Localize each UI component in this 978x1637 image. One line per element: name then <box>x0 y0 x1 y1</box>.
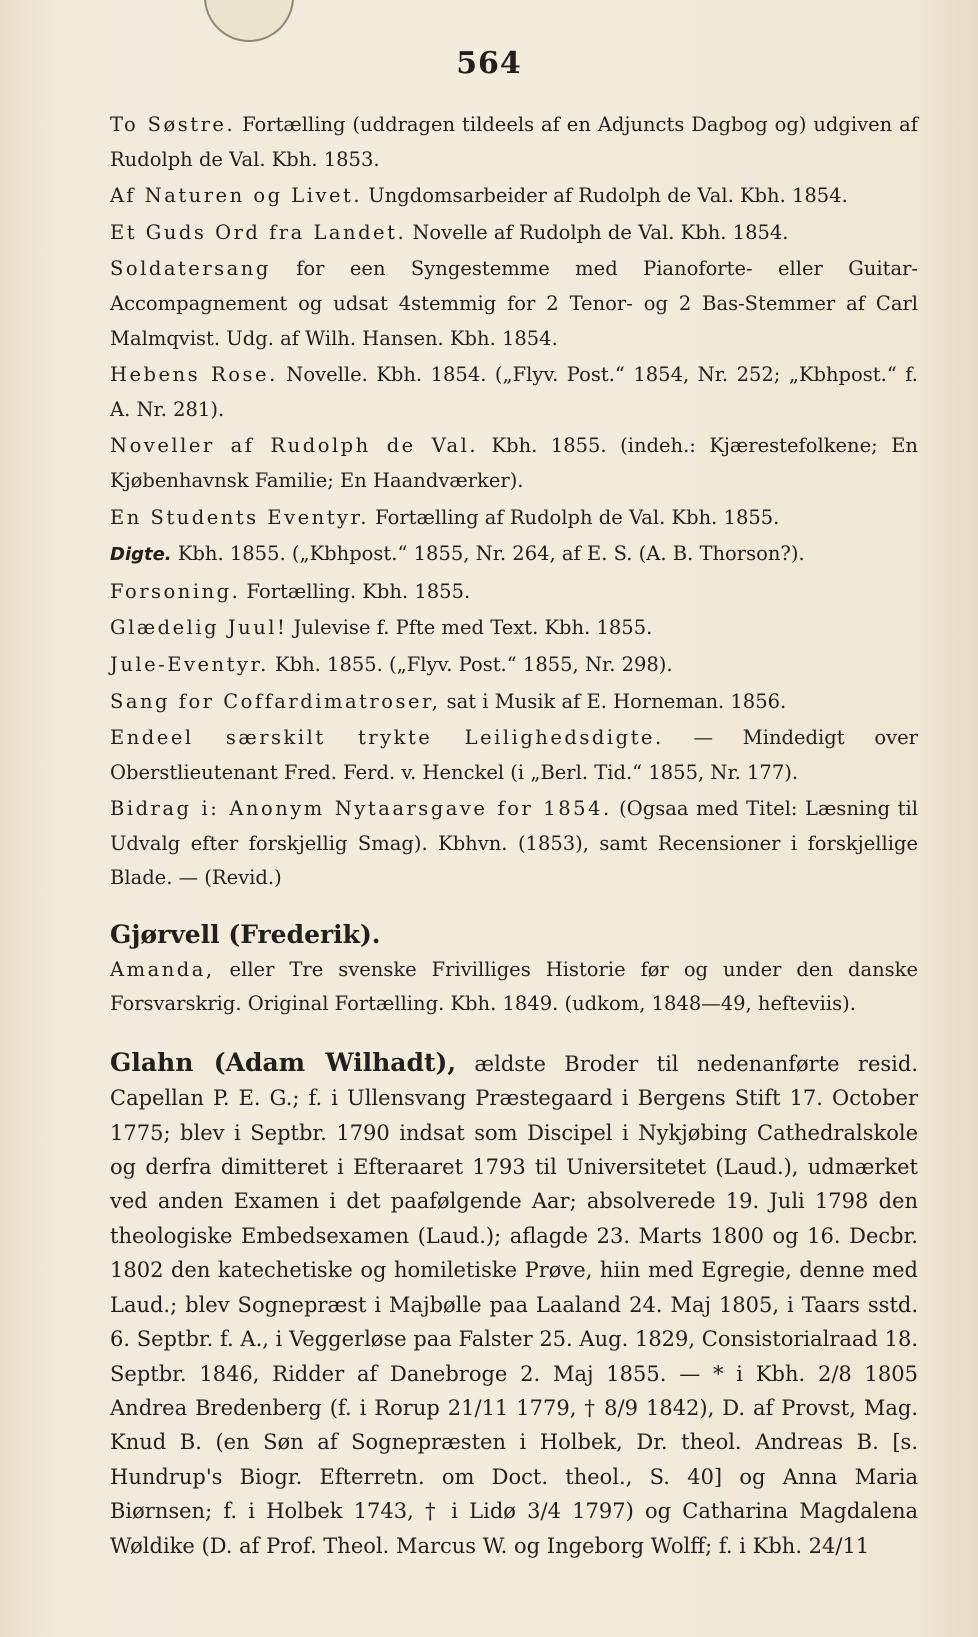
entry-rest: Novelle. Kbh. 1854. („Flyv. Post.“ 1854, Nr. 252; „Kbhpost.“ f. A. Nr. 281). <box>110 363 918 421</box>
page-text <box>110 108 918 1563</box>
entry-title: Sang for Coffardimatroser, <box>110 689 441 713</box>
bibliography-entry <box>110 537 918 573</box>
entry-rest: Kbh. 1855. (indeh.: Kjærestefolkene; En Kjøbenhavnsk Familie; En Haandværker). <box>110 434 918 492</box>
entry-rest: sat i Musik af E. Horneman. 1856. <box>440 689 787 713</box>
entry-title: Noveller af Rudolph de Val. <box>110 434 479 458</box>
page-number: 564 <box>456 46 522 81</box>
bibliography-entry <box>110 501 918 536</box>
entry-rest: eller Tre svenske Frivilliges Historie før og under den danske Forsvarskrig. Original Fortælling. Kbh. 1849. (udkom, 1848—49, hefteviis). <box>110 957 918 1016</box>
entry-title: Hebens Rose. <box>110 363 278 387</box>
bibliography-entry <box>110 216 918 251</box>
entry-title: Digte. <box>110 544 172 566</box>
entry-rest: Novelle af Rudolph de Val. Kbh. 1854. <box>406 220 789 244</box>
bibliography-entry <box>110 429 918 498</box>
gjorvell-heading: Gjørvell (Frederik). <box>110 920 381 950</box>
entry-title: Forsoning. <box>110 579 241 603</box>
glahn-biography <box>110 1046 918 1563</box>
entry-rest: Julevise f. Pfte med Text. Kbh. 1855. <box>287 616 653 640</box>
entry-title: Af Naturen og Livet. <box>110 184 363 208</box>
entry-rest: Kbh. 1855. („Flyv. Post.“ 1855, Nr. 298). <box>268 652 673 676</box>
entry-rest: Ungdomsarbeider af Rudolph de Val. Kbh. 1854. <box>362 184 848 208</box>
entry-rest: — Mindedigt over Oberstlieutenant Fred. Ferd. v. Henckel (i „Berl. Tid.“ 1855, Nr. 177). <box>110 726 918 784</box>
entry-rest: (Ogsaa med Titel: Læsning til Udvalg efter forskjellig Smag). Kbhvn. (1853), samt Recensioner i forskjellige Blade. — (Revid.) <box>110 797 918 890</box>
entry-title: Amanda, <box>110 957 215 981</box>
entry-rest: Fortælling af Rudolph de Val. Kbh. 1855. <box>368 505 780 529</box>
bibliography-entry <box>110 252 918 356</box>
bibliography-entry <box>110 721 918 790</box>
entry-title: Glædelig Juul! <box>110 616 288 640</box>
entry-title: Jule-Eventyr. <box>110 652 269 676</box>
entry-rest: Fortælling (uddragen tildeels af en Adjuncts Dagbog og) udgiven af Rudolph de Val. Kbh. 1853. <box>110 113 918 171</box>
entry-rest: Kbh. 1855. („Kbhpost.“ 1855, Nr. 264, af E. S. (A. B. Thorson?). <box>171 542 805 566</box>
entry-rest: for een Syngestemme med Pianoforte- eller Guitar-Accompagnement og udsat 4stemmig for 2 Tenor- og 2 Bas-Stemmer af Carl Malmqvist. Udg. af Wilh. Hansen. Kbh. 1854. <box>110 257 918 350</box>
entry-title: Et Guds Ord fra Landet. <box>110 220 407 244</box>
bibliography-entry <box>110 685 918 720</box>
entry-title: To Søstre. <box>110 113 236 136</box>
entry-title: Bidrag i: Anonym Nytaarsgave for 1854. <box>110 797 612 821</box>
entry-title: Soldatersang <box>110 257 271 281</box>
bibliography-entry <box>110 575 918 610</box>
glahn-heading: Glahn (Adam Wilhadt), <box>110 1047 457 1077</box>
bibliography-entry <box>110 358 918 427</box>
bibliography-entries <box>110 108 918 896</box>
entry-rest: Fortælling. Kbh. 1855. <box>240 579 471 603</box>
bibliography-entry <box>110 179 918 214</box>
page-tab-decoration <box>204 0 294 42</box>
entry-title: En Students Eventyr. <box>110 505 369 529</box>
gjorvell-entry <box>110 953 918 1022</box>
bibliography-entry <box>110 108 918 177</box>
bibliography-entry <box>110 648 918 683</box>
bibliography-entry <box>110 611 918 646</box>
bibliography-entry <box>110 792 918 896</box>
entry-title: Endeel særskilt trykte Leilighedsdigte. <box>110 726 664 750</box>
glahn-bio-text: ældste Broder til nedenanførte resid. Capellan P. E. G.; f. i Ullensvang Præstegaard i Bergens Stift 17. October 1775; blev i Septbr. 1790 indsat som Discipel i Nykjøbing Cathedralskole og derfra dimitteret i Efteraaret 1793 til Universitetet (Laud.), udmærket ved anden Examen i det paafølgende Aar; absolverede 19. Juli 1798 den theologiske Embedsexamen (Laud.); aflagde 23. Marts 1800 og 16. Decbr. 1802 den katechetiske og homiletiske Prøve, hiin med Egregie, denne med Laud.; blev Sognepræst i Majbølle paa Laaland 24. Maj 1805, i Taars sstd. 6. Septbr. f. A., i Veggerløse paa Falster 25. Aug. 1829, Consistorialraad 18. Septbr. 1846, Ridder af Danebroge 2. Maj 1855. — * i Kbh. 2/8 1805 Andrea Bredenberg (f. i Rorup 21/11 1779, † 8/9 1842), D. af Provst, Mag. Knud B. (en Søn af Sognepræsten i Holbek, Dr. theol. Andreas B. [s. Hundrup's Biogr. Efterretn. om Doct. theol., S. 40] og Anna Maria Biørnsen; f. i Holbek 1743, † i Lidø 3/4 1797) og Catharina Magdalena Wøldike (D. af Prof. Theol. Marcus W. og Ingeborg Wolff; f. i Kbh. 24/11 <box>110 1051 918 1558</box>
